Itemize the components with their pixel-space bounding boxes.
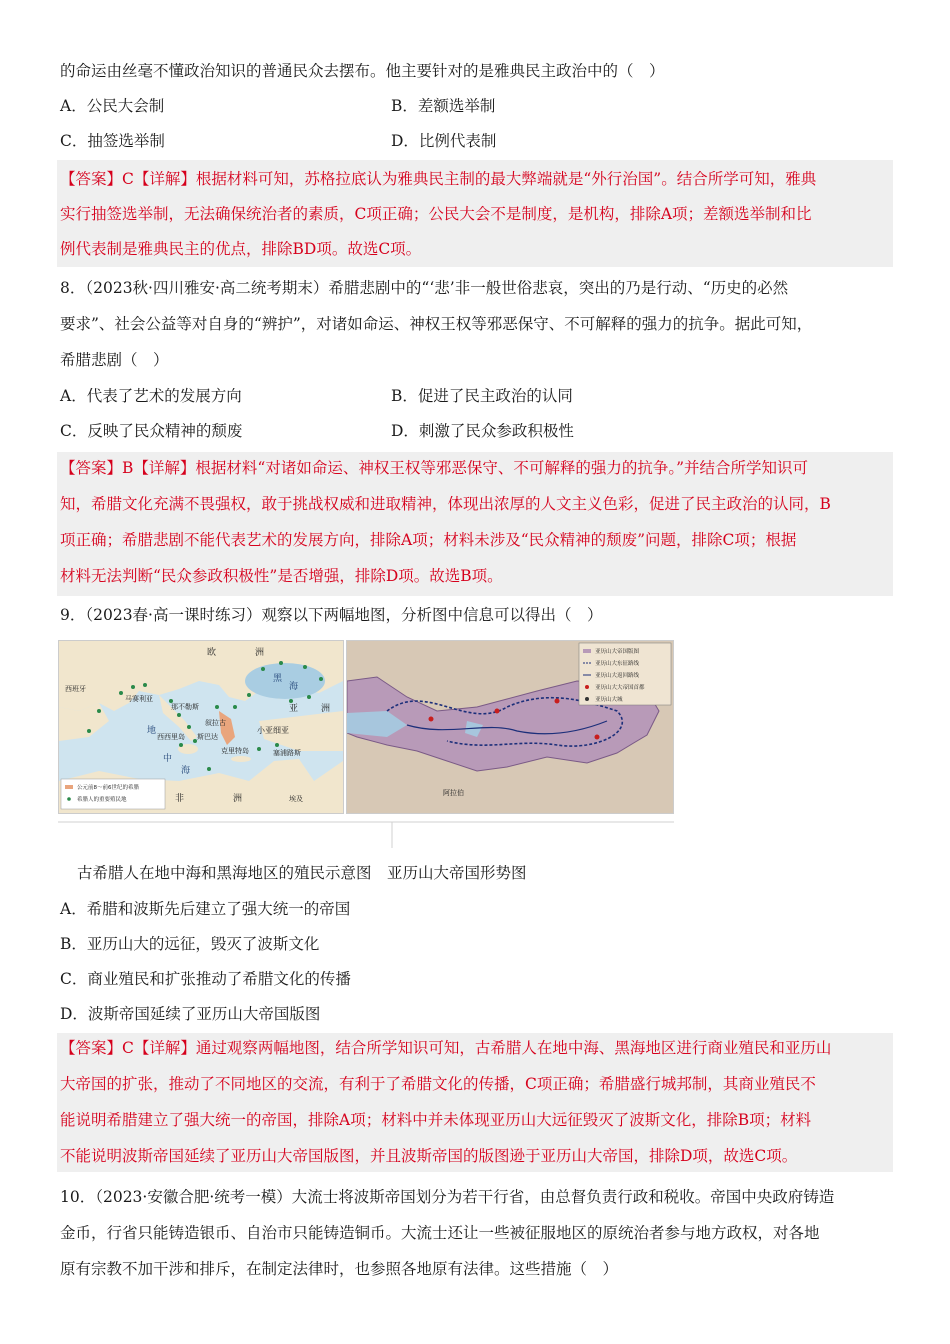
greek-colonization-map-svg xyxy=(59,641,343,813)
map1-label: 西西里岛 xyxy=(157,733,185,741)
q7-answer-line: 例代表制是雅典民主的优点，排除BD项。故选C项。 xyxy=(60,240,422,258)
greek-colonization-map xyxy=(58,640,344,814)
map1-legend-label: 希腊人的重要殖民地 xyxy=(77,797,127,803)
map1-label: 中 xyxy=(163,754,173,764)
map1-label: 洲 xyxy=(321,704,331,714)
q9-option-c[interactable]: C．商业殖民和扩张推动了希腊文化的传播 xyxy=(60,970,351,988)
q7-option-b[interactable]: B．差额选举制 xyxy=(391,97,496,115)
q9-answer-line: 【答案】C【详解】通过观察两幅地图，结合所学知识可知，古希腊人在地中海、黑海地区进行商业殖民和亚历山 xyxy=(60,1039,832,1057)
map2-legend-label: 亚历山大东征路线 xyxy=(595,661,640,667)
q7-option-d[interactable]: D．比例代表制 xyxy=(391,132,497,150)
q8-answer-line: 【答案】B【详解】根据材料“对诸如命运、神权王权等邪恶保守、不可解释的强力的抗争。”并结合所学知识可 xyxy=(60,459,808,477)
q9-answer-line: 不能说明波斯帝国延续了亚历山大帝国版图，并且波斯帝国的版图逊于亚历山大帝国，排除D项，故选C项。 xyxy=(60,1147,798,1165)
map1-label: 欧 xyxy=(207,648,217,658)
map2-legend-label: 亚历山大城 xyxy=(595,697,623,703)
q8-option-a[interactable]: A．代表了艺术的发展方向 xyxy=(60,387,242,405)
map1-label: 克里特岛 xyxy=(221,747,249,755)
map-caption: 古希腊人在地中海和黑海地区的殖民示意图 亚历山大帝国形势图 xyxy=(77,864,527,882)
map1-label: 黑 xyxy=(273,674,283,684)
q10-stem-line: 原有宗教不加干涉和排斥，在制定法律时，也参照各地原有法律。这些措施（ ） xyxy=(60,1260,619,1278)
q8-answer-box xyxy=(57,452,893,596)
map1-label: 马赛利亚 xyxy=(125,695,153,703)
q8-answer-line: 项正确；希腊悲剧不能代表艺术的发展方向，排除A项；材料未涉及“民众精神的颓废”问题，排除C项；根据 xyxy=(60,531,797,549)
q8-answer-line: 材料无法判断“民众参政积极性”是否增强，排除D项。故选B项。 xyxy=(60,567,503,585)
q7-stem-tail: 的命运由丝毫不懂政治知识的普通民众去摆布。他主要针对的是雅典民主政治中的（ ） xyxy=(60,62,665,80)
q9-answer-line: 能说明希腊建立了强大统一的帝国，排除A项；材料中并未体现亚历山大远征毁灭了波斯文化，排除B项；材料 xyxy=(60,1111,812,1129)
q9-option-a[interactable]: A．希腊和波斯先后建立了强大统一的帝国 xyxy=(60,900,351,918)
map1-label: 叙拉古 xyxy=(205,719,226,727)
q8-option-c[interactable]: C．反映了民众精神的颓废 xyxy=(60,422,243,440)
q9-option-b[interactable]: B．亚历山大的远征，毁灭了波斯文化 xyxy=(60,935,320,953)
map2-label: 阿拉伯 xyxy=(443,789,464,797)
q8-stem-line: 要求”、社会公益等对自身的“辨护”，对诸如命运、神权王权等邪恶保守、不可解释的强力的抗争。据此可知， xyxy=(60,315,813,333)
q8-option-d[interactable]: D．刺激了民众参政积极性 xyxy=(391,422,574,440)
q7-answer-line: 实行抽签选举制，无法确保统治者的素质，C项正确；公民大会不是制度，是机构，排除A项；差额选举制和比 xyxy=(60,205,812,223)
map1-label: 埃及 xyxy=(289,795,303,803)
q7-answer-box xyxy=(57,160,893,267)
map1-legend xyxy=(61,779,165,809)
q10-stem-line: 10．（2023·安徽合肥·统考一模）大流士将波斯帝国划分为若干行省，由总督负责行政和税收。帝国中央政府铸造 xyxy=(60,1188,835,1206)
map1-label: 洲 xyxy=(255,648,265,658)
map1-label: 塞浦路斯 xyxy=(273,749,301,757)
map1-label: 地 xyxy=(147,726,157,736)
map-table-border xyxy=(58,821,674,849)
map1-label: 小亚细亚 xyxy=(257,726,289,735)
q7-answer-line: 【答案】C【详解】根据材料可知，苏格拉底认为雅典民主制的最大弊端就是“外行治国”。结合所学可知，雅典 xyxy=(60,170,817,188)
map1-label: 亚 xyxy=(289,704,299,714)
q9-option-d[interactable]: D．波斯帝国延续了亚历山大帝国版图 xyxy=(60,1005,321,1023)
alexander-empire-map-svg xyxy=(347,641,673,813)
map1-label: 那不勒斯 xyxy=(171,703,199,711)
map1-label: 斯巴达 xyxy=(197,733,218,741)
map2-legend-label: 亚历山大帝国版图 xyxy=(595,649,640,655)
map1-label: 海 xyxy=(289,682,299,692)
q8-stem-line: 希腊悲剧（ ） xyxy=(60,351,169,369)
q9-stem: 9．（2023春·高一课时练习）观察以下两幅地图，分析图中信息可以得出（ ） xyxy=(60,606,603,624)
q8-answer-line: 知，希腊文化充满不畏强权，敢于挑战权威和进取精神，体现出浓厚的人文主义色彩，促进了民主政治的认同，B xyxy=(60,495,831,513)
q8-stem-line: 8．（2023秋·四川雅安·高二统考期末）希腊悲剧中的“‘悲’非一般世俗悲哀，突出的乃是行动、“历史的必然 xyxy=(60,279,789,297)
q10-stem-line: 金币，行省只能铸造银币、自治市只能铸造铜币。大流士还让一些被征服地区的原统治者参与地方政权，对各地 xyxy=(60,1224,820,1242)
alexander-empire-map xyxy=(346,640,674,814)
map1-label: 海 xyxy=(181,766,191,776)
q9-maps xyxy=(58,640,672,812)
q9-answer-line: 大帝国的扩张，推动了不同地区的交流，有利于了希腊文化的传播，C项正确；希腊盛行城邦制，其商业殖民不 xyxy=(60,1075,816,1093)
map1-label: 西班牙 xyxy=(65,685,86,693)
q7-option-c[interactable]: C．抽签选举制 xyxy=(60,132,165,150)
q9-answer-box xyxy=(57,1033,893,1172)
map2-legend-label: 亚历山大返回路线 xyxy=(595,673,640,679)
q7-option-a[interactable]: A．公民大会制 xyxy=(60,97,165,115)
map1-legend-label: 公元前8～前6世纪的希腊 xyxy=(77,785,139,791)
map1-label: 非 xyxy=(175,794,185,804)
q8-option-b[interactable]: B．促进了民主政治的认同 xyxy=(391,387,573,405)
map1-label: 洲 xyxy=(233,794,243,804)
map2-legend-label: 亚历山大大帝国首都 xyxy=(595,685,645,691)
